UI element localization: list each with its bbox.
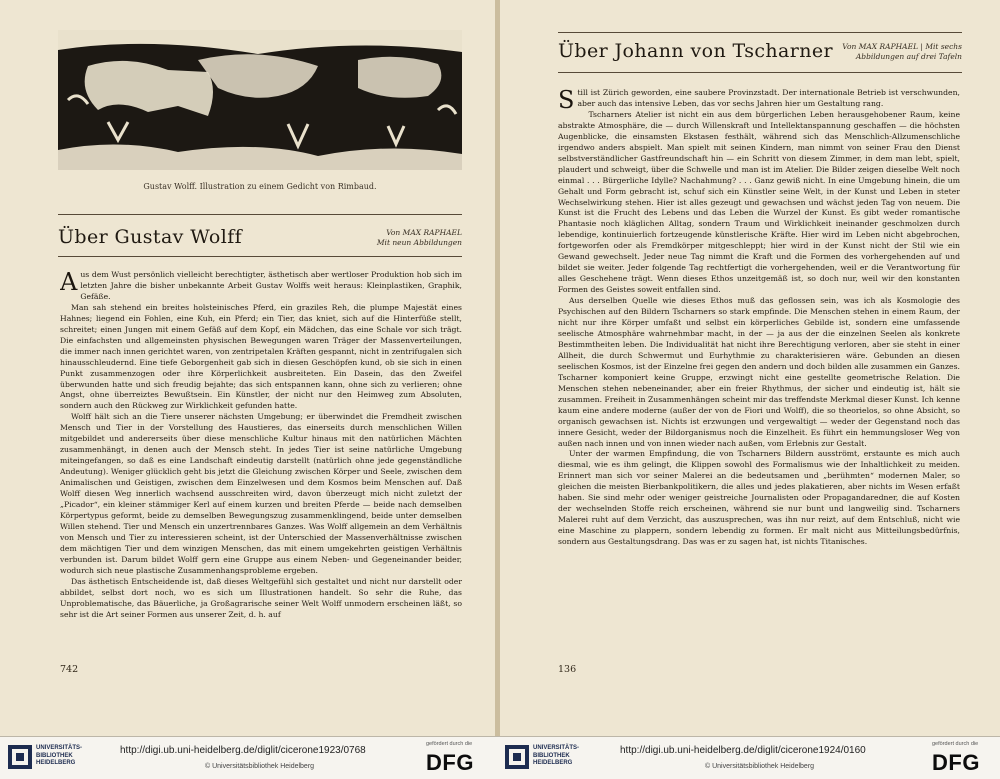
- copyright-notice: © Universitätsbibliothek Heidelberg: [205, 763, 315, 770]
- illustrations-line: Abbildungen auf drei Tafeln: [855, 52, 962, 61]
- author-line: Von MAX RAPHAEL: [386, 228, 462, 237]
- paragraph: Man sah stehend ein breites holsteinisches Pferd, ein graziles Reh, die plumpe Majestät eines Hahnes; liegend ein Fohlen, eine Kuh, ein Pferd; ein Tier, das kniet, sich auf die Hinterfüße stellt, schreitet; einen Jungen mit einem Gefäß auf dem Kopf, ein Mädchen, das eine Schale vor sich trägt. Die einfachsten und allgemeinsten physischen Bewegungen waren Träger der Massenverteilungen, die immer nach innen gerichtet waren, von zentripetalen Kräften gespannt, nicht in zentrifugalen sich hinausschleudernd. Eine tiefe Geborgenheit gab sich in diesen Geschöpfen kund, ob sie sich in einen Punkt zusammenzogen oder ihre Körperlichkeit ausbreiteten. Ein Dasein, das den Zweifel überwunden hatte und sich freudig bejahte; das sich entspannen kann, ohne sich zu verlieren; ohne Angst, ohne überreiztes Bewußtsein. Ein Künstler, der nicht nur den Heimweg zum Absoluten, sondern auch den Rückweg zur Wirklichkeit gefunden hatte.: [60, 302, 462, 411]
- header-rule-bottom: [558, 72, 962, 73]
- viewer-footer: [0, 736, 1000, 779]
- article-body-right: [558, 88, 960, 676]
- dfg-logo[interactable]: gefördert durch die DFG: [426, 741, 474, 775]
- page-number: 136: [558, 664, 577, 675]
- woodcut-animals-image: [58, 30, 462, 170]
- page-number: 742: [60, 664, 79, 675]
- illustrations-line: Mit neun Abbildungen: [376, 238, 462, 247]
- library-seal-icon: [503, 742, 531, 772]
- right-page-url-link[interactable]: http://digi.ub.uni-heidelberg.de/diglit/cicerone1924/0160: [620, 745, 866, 756]
- author-line: Von MAX RAPHAEL | Mit sechs: [842, 42, 962, 51]
- article-title: Über Johann von Tscharner: [558, 40, 834, 62]
- library-name: UNIVERSITÄTS- BIBLIOTHEK HEIDELBERG: [533, 745, 580, 766]
- header-rule: [558, 32, 962, 33]
- drop-cap: S: [558, 88, 575, 114]
- library-seal-icon: [6, 742, 34, 772]
- article-byline: [806, 42, 962, 62]
- header-rule: [58, 214, 462, 215]
- paragraph: Aus dem Wust persönlich vielleicht berechtigter, ästhetisch aber wertloser Produktion hob sich im letzten Jahre die bisher unbekannte Arbeit Gustav Wolffs weit heraus: Kleinplastiken, Graphik, Gefäße.: [60, 270, 462, 301]
- article-byline: [300, 228, 462, 248]
- figure-caption: Gustav Wolff. Illustration zu einem Gedicht von Rimbaud.: [143, 182, 377, 191]
- paragraph: Aus derselben Quelle wie dieses Ethos muß das geflossen sein, was ich als Kosmologie des Psychischen auf den Bildern Tscharners so stark empfinde. Die Menschen stehen in einem Raum, der nicht nur ihre Körper umfaßt und selbst ein körperliches Gebilde ist, sondern eine umfassende seelische Atmosphäre wahrnehmbar macht, in der — ja aus der die einzelnen Seelen als konkrete Bestimmtheiten leben. Die Individualität hat nicht ihre Berechtigung verloren, aber sie steht in einer Allheit, die durch Schwermut und Eurhythmie zu charakterisieren wäre. Gebunden an diesen seelischen Kosmos, ist der Einzelne frei gegen den andern und doch bilden alle zusammen ein Ganzes. Tscharner komponiert keine Gruppe, erzwingt nicht eine gestellte geometrische Relation. Die Menschen stehen nebeneinander, aber ein freier Rhythmus, der sicher und eindeutig ist, hält sie zusammen. Freiheit in Zusammenhängen scheint mir das treffendste Merkmal dieser Kunst. Ich kenne kaum eine andere moderne (außer der von de Fiori und Wolff), die so theorielos, so ohne Absicht, so organisch gewachsen ist. Nichts ist erzwungen und vergewaltigt — weder der Gegenstand noch das innere Gesicht, weder der Bildorganismus noch die Einzelheit. Es führt ein hemmungsloser Weg von außen nach innen und von innen wieder nach außen, vom Erlebnis zur Gestalt.: [558, 296, 960, 448]
- paragraph: Unter der warmen Empfindung, die von Tscharners Bildern ausströmt, erstaunte es mich auch diesmal, wie es ihm gelingt, die Klippen sowohl des Formalismus wie der Inhaltlichkeit zu meiden. Erinnert man sich vor seiner Malerei an die bedeutsamen und „berühmten“ modernen Maler, so gleichen die meisten Bierbankpolitikern, die alles und jedes plakatieren, aber nichts im Wesen erfaßt haben. Sie sind mehr oder weniger geistreiche Journalisten oder Propagandaredner, die auf Kosten der wechselnden Stoffe reich erscheinen, während sie nur bunt und langweilig sind. Tscharners Malerei ruht auf dem Verzicht, das auszusprechen, was ihn nur reizt, auf dem Entschluß, nicht wie eine Maschine zu plappern, sondern lebendig zu formen. Er malt nicht aus Mitteilungsbedürfnis, sondern aus Gestaltungsdrang. Das was er zu sagen hat, ist nichts Titanisches.: [558, 449, 960, 547]
- paragraph: Still ist Zürich geworden, eine saubere Provinzstadt. Der internationale Betrieb ist verschwunden, aber auch das intensive Leben, das vor sechs Jahren hier um Gestaltung rang.: [558, 88, 960, 114]
- drop-cap: A: [60, 270, 78, 296]
- paragraph: Wolff hält sich an die Tiere unserer nächsten Umgebung; er überwindet die Fremdheit zwischen Mensch und Tier in der Vorstellung des Haustieres, das einerseits durch menschlichen Willen mitgebildet und andererseits über diese menschliche Kultur hinaus mit den natürlichen Mächten zusammenhängt, in denen auch der Mensch steht. In jedes Tier ist seine natürliche Umgebung miteingefangen, so daß es eine Landschaft eindeutig darstellt (natürlich ohne jede gegenständliche Andeutung). Weniger glücklich geht bis jetzt die Gleichung zwischen Körper und Seele, zwischen dem Animalischen und Geistigen, zwischen dem Einzelwesen und dem Kosmos beim Menschen auf. Daß Wolff diesen Weg innerlich wachsend ausschreiten wird, davon überzeugt mich nicht zuletzt der „Picador“, ein kleiner stämmiger Kerl auf einem kurzen und breiten Pferde — beide nach demselben Körpertypus geformt, beide zu demselben Bewegungszug zusammenklingend, beide unter demselben Willen stehend. Tier und Mensch ein unzertrennbares Ganzes. Was Wolff allgemein an dem Verhältnis von Mensch und Tier zu interessieren scheint, ist der Unterschied der Massenverhältnisse zwischen dem mächtigen Tier und dem winzigen Menschen, das mit einem umgekehrten geistigen Verhältnis verbunden ist. Darum bildet Wolff gern eine Gruppe aus einem Neben- und Gegeneinander beider, wodurch sich neue plastische Zusammenhangsprobleme ergeben.: [60, 412, 462, 575]
- paragraph: Das ästhetisch Entscheidende ist, daß dieses Weltgefühl sich gestaltet und nicht nur darstellt oder abbildet, selbst dort noch, wo es sich um Illustrationen handelt. So sehr die Ruhe, das Unproblematische, das Bäuerliche, ja Großagrarische seiner Welt Wolff unmodern erscheinen läßt, so sehr ist die Art seiner Formen aus unserer Zeit, d. h. auf: [60, 576, 462, 619]
- left-page-url-link[interactable]: http://digi.ub.uni-heidelberg.de/diglit/cicerone1923/0768: [120, 745, 366, 756]
- left-page: [0, 0, 496, 736]
- library-name: UNIVERSITÄTS- BIBLIOTHEK HEIDELBERG: [36, 745, 83, 766]
- dfg-logo-right[interactable]: gefördert durch die DFG: [932, 741, 980, 775]
- woodcut-illustration: [58, 30, 462, 170]
- paragraph: Tscharners Atelier ist nicht ein aus dem bürgerlichen Leben herausgehobener Raum, keine abstrakte Atmosphäre, die — durch Willenskraft und Intellektanspannung geschaffen — die höchsten Augenblicke, die einsamsten Ekstasen festhält, während sich das Menschlich-Allzumenschliche irgendwo anders abspielt. Man spielt mit seinen Kindern, man nimmt von seiner Frau den Dienst selbstverständlicher Gastfreundschaft hin — ein Schritt von diesem Zimmer, in dem man lebt, spielt, plaudert und schweigt, über die Schwelle und man ist im Atelier. Die Bilder zeigen dieselbe Welt noch einmal . . . Bürgerliche Idylle? Nachahmung? . . . Ganz gewiß nicht. In eine Umgebung hinein, die um Gehalt und Form gebracht ist, schuf sich ein Künstler seine Welt, in der Kunst und Leben in steter Wechselwirkung stehen. Hier ist alles gezeugt und gewachsen und wächst jeden Tag von neuem. Die Kunst ist die Frucht des Lebens und das Leben die Wurzel der Kunst. Es gibt weder romantische Phantasie noch kläglichen Alltag, sondern Traum und Wirklichkeit ineinander geschmolzen durch lebendige, kontinuierlich fortzeugende künstlerische Kräfte. Hier wird im Leben nicht abgebrochen, fortgeworfen oder als Fremdkörper mitgeschleppt; hier wird in der Kunst nicht der Stil wie ein Gewand gewechselt. Jeder neue Tag nimmt die Kraft und die Formen des vorhergehenden auf und bildet sie weiter. Jeder folgende Tag rechtfertigt die vorhergehenden, weil er die Verantwortung für alles Geschehene trägt. Wenn dieses Ethos unzeitgemäß ist, so doch nur, weil wir den konstanten Formen des Geistes soweit entfallen sind.: [558, 109, 960, 295]
- copyright-notice-right: © Universitätsbibliothek Heidelberg: [705, 763, 815, 770]
- article-title: Über Gustav Wolff: [58, 226, 243, 248]
- article-body: [60, 270, 462, 656]
- header-rule-bottom: [58, 256, 462, 257]
